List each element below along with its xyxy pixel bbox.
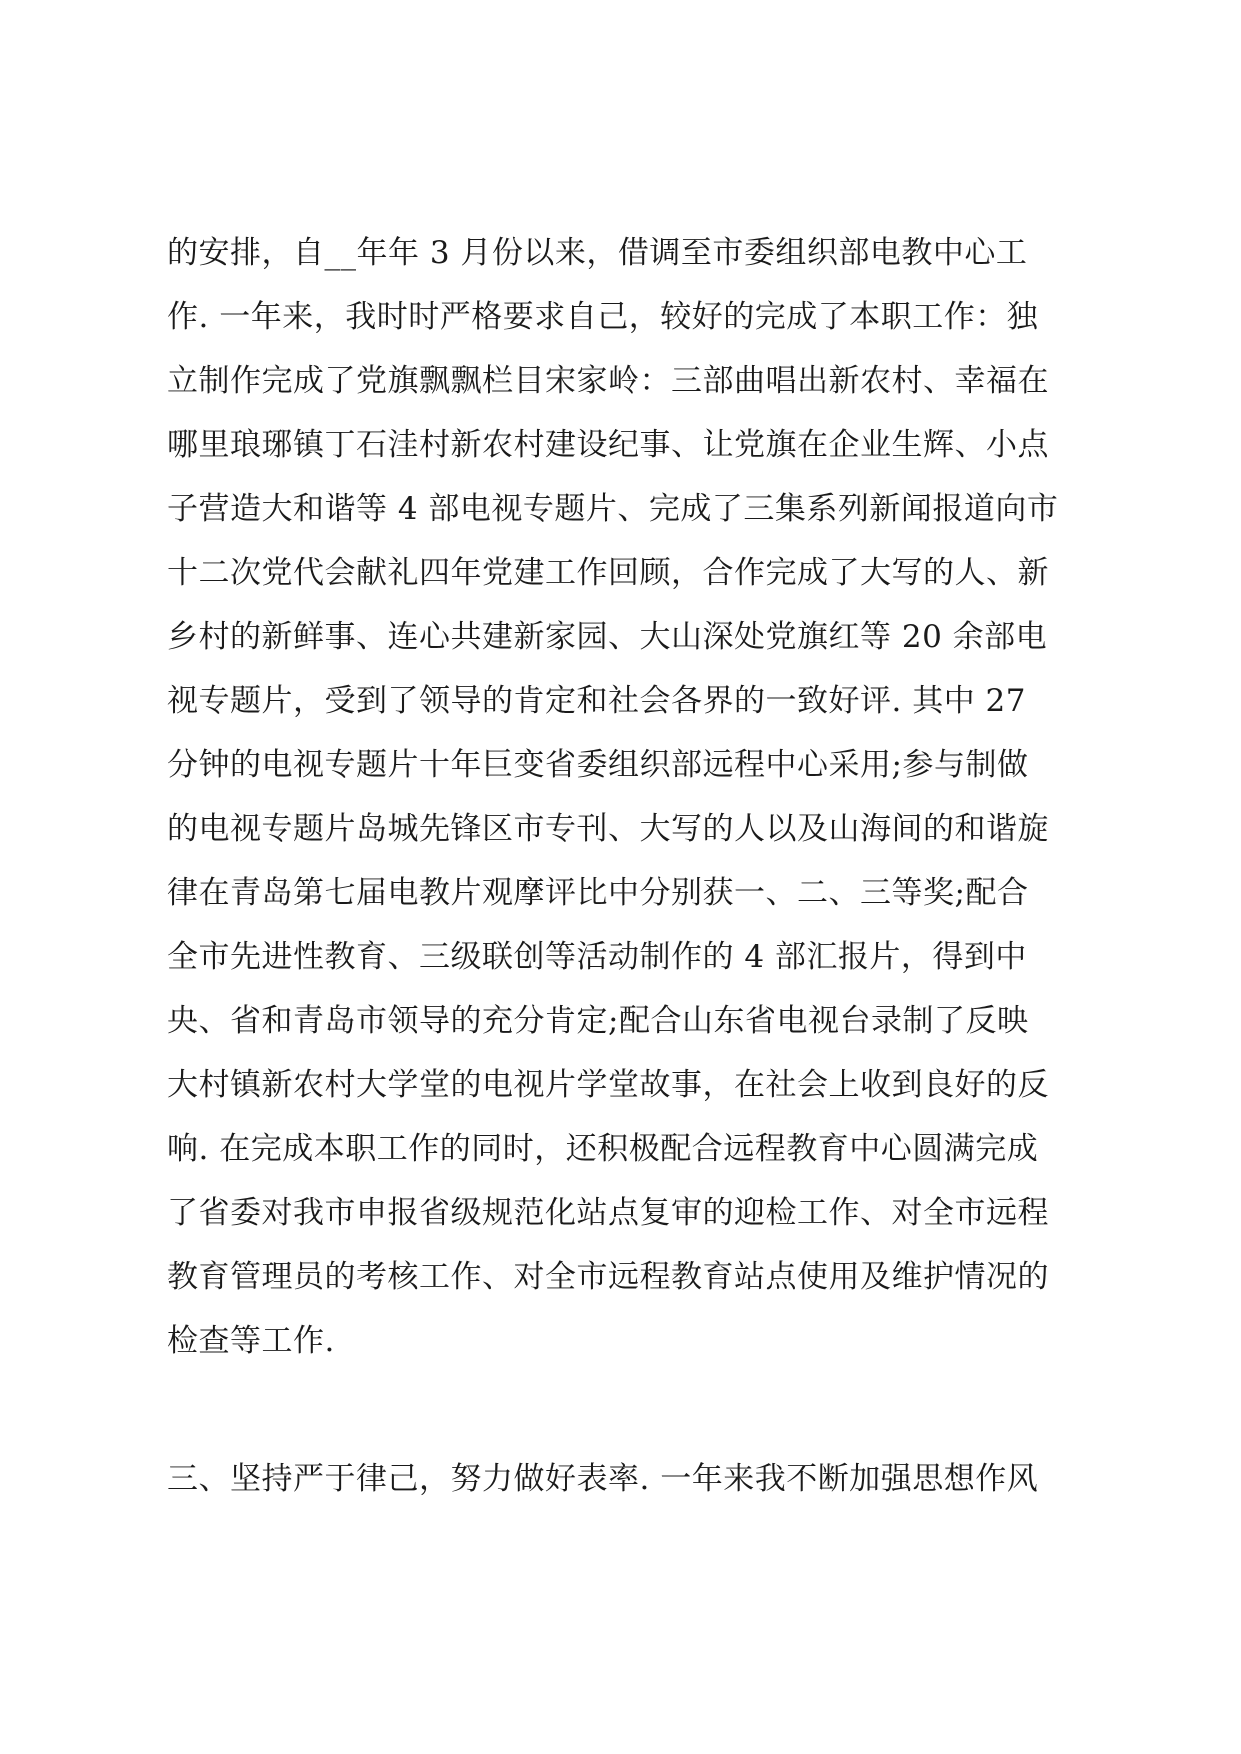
text-line: 立制作完成了党旗飘飘栏目宋家岭：三部曲唱出新农村、幸福在 [167,363,1049,399]
text-line: 视专题片，受到了领导的肯定和社会各界的一致好评. 其中 27 [167,683,1027,719]
text-line: 全市先进性教育、三级联创等活动制作的 4 部汇报片，得到中 [167,939,1027,975]
text-line: 律在青岛第七届电教片观摩评比中分别获一、二、三等奖;配合 [167,875,1029,911]
text-line: 大村镇新农村大学堂的电视片学堂故事，在社会上收到良好的反 [167,1067,1049,1103]
text-line: 分钟的电视专题片十年巨变省委组织部远程中心采用;参与制做 [167,747,1029,783]
text-line: 作. 一年来，我时时严格要求自己，较好的完成了本职工作：独 [167,299,1039,335]
text-line: 央、省和青岛市领导的充分肯定;配合山东省电视台录制了反映 [167,1003,1029,1039]
section-heading-line: 三、坚持严于律己，努力做好表率. 一年来我不断加强思想作风 [167,1461,1039,1497]
text-line: 响. 在完成本职工作的同时，还积极配合远程教育中心圆满完成 [167,1131,1039,1167]
text-line: 乡村的新鲜事、连心共建新家园、大山深处党旗红等 20 余部电 [167,619,1048,655]
text-line: 检查等工作. [167,1323,335,1359]
text-line: 的安排，自__年年 3 月份以来，借调至市委组织部电教中心工 [167,235,1028,271]
text-line: 哪里琅琊镇丁石洼村新农村建设纪事、让党旗在企业生辉、小点 [167,427,1049,463]
text-line: 教育管理员的考核工作、对全市远程教育站点使用及维护情况的 [167,1259,1049,1295]
text-line: 了省委对我市申报省级规范化站点复审的迎检工作、对全市远程 [167,1195,1049,1231]
text-line: 子营造大和谐等 4 部电视专题片、完成了三集系列新闻报道向市 [167,491,1059,527]
text-line: 十二次党代会献礼四年党建工作回顾，合作完成了大写的人、新 [167,555,1049,591]
text-line: 的电视专题片岛城先锋区市专刊、大写的人以及山海间的和谐旋 [167,811,1049,847]
